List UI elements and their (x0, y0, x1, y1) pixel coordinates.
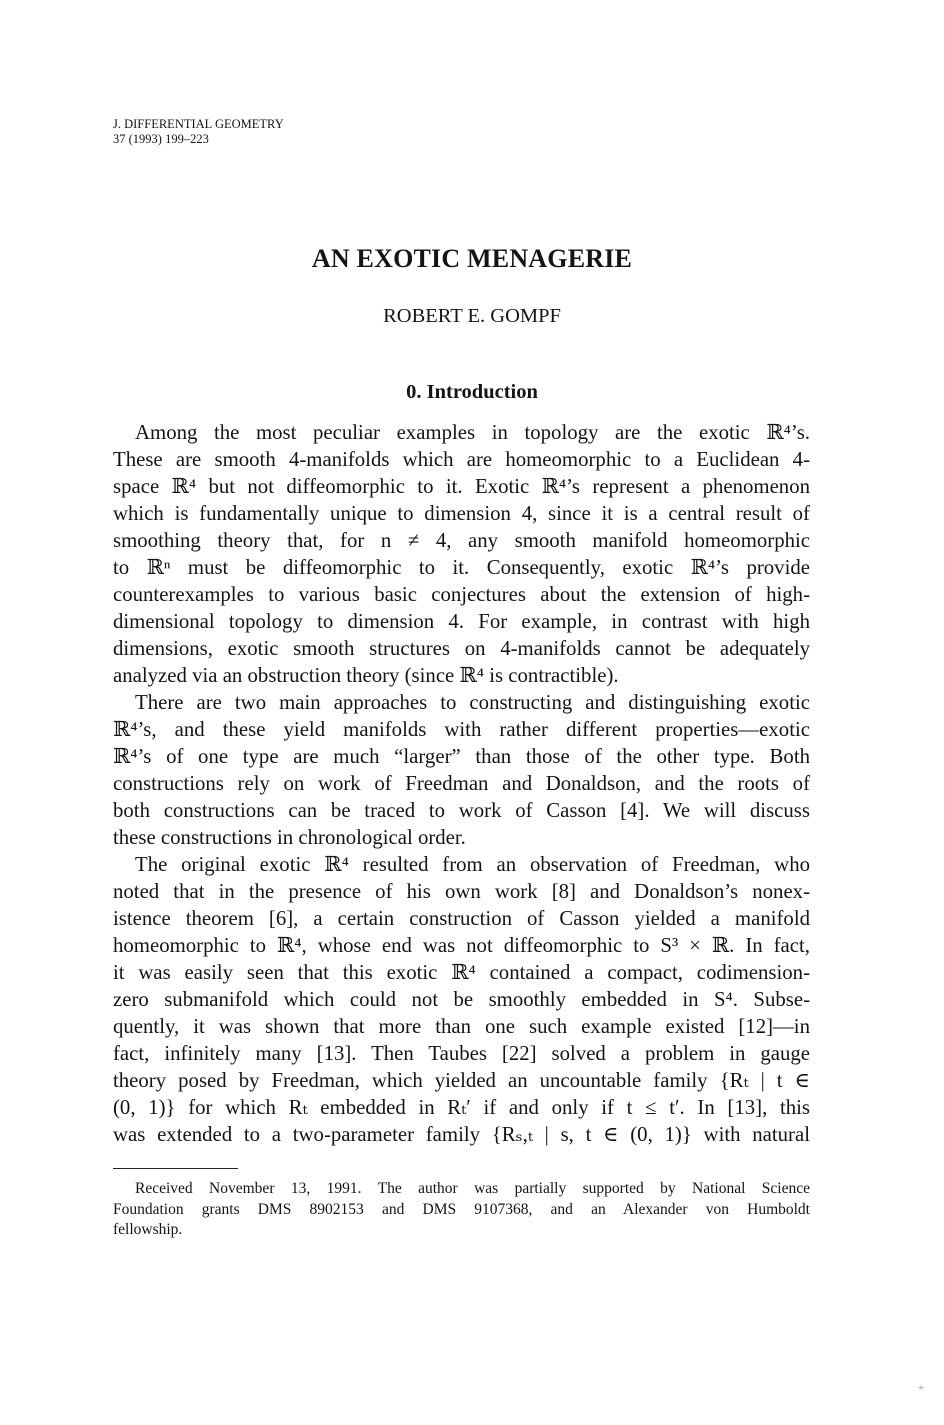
footnote (113, 1179, 810, 1241)
text-line: analyzed via an obstruction theory (since ℝ⁴ is contractible). (113, 664, 619, 687)
text-line: homeomorphic to ℝ⁴, whose end was not diffeomorphic to S³ × ℝ. In fact, (113, 934, 810, 957)
journal-citation: 37 (1993) 199–223 (113, 132, 209, 146)
footnote-line: fellowship. (113, 1221, 183, 1238)
text-line: theory posed by Freedman, which yielded an uncountable family {Rₜ | t ∈ (113, 1069, 810, 1092)
text-line: ℝ⁴’s, and these yield manifolds with rather different properties—exotic (113, 718, 810, 741)
section-heading: 0. Introduction (406, 381, 538, 403)
body-text (113, 419, 810, 1148)
footnote-line: Received November 13, 1991. The author was partially supported by National Science (135, 1180, 810, 1197)
text-line: space ℝ⁴ but not diffeomorphic to it. Exotic ℝ⁴’s represent a phenomenon (113, 475, 810, 498)
journal-header (113, 117, 284, 147)
text-line: (0, 1)} for which Rₜ embedded in Rₜ′ if and only if t ≤ t′. In [13], this (113, 1096, 810, 1119)
footnote-line: Foundation grants DMS 8902153 and DMS 9107368, and an Alexander von Humboldt (113, 1200, 810, 1218)
text-line: Among the most peculiar examples in topology are the exotic ℝ⁴’s. (135, 421, 810, 444)
footnote-rule (113, 1168, 238, 1169)
text-line: There are two main approaches to constructing and distinguishing exotic (135, 691, 810, 714)
text-line: quently, it was shown that more than one such example existed [12]—in (113, 1015, 810, 1038)
text-line: istence theorem [6], a certain construction of Casson yielded a manifold (113, 907, 810, 930)
text-line: zero submanifold which could not be smoothly embedded in S⁴. Subse- (113, 988, 810, 1011)
text-line: counterexamples to various basic conjectures about the extension of high- (113, 583, 810, 606)
text-line: to ℝⁿ must be diffeomorphic to it. Consequently, exotic ℝ⁴’s provide (113, 556, 810, 579)
text-line: it was easily seen that this exotic ℝ⁴ contained a compact, codimension- (113, 961, 810, 984)
corner-mark: + (918, 1382, 925, 1394)
text-line: both constructions can be traced to work of Casson [4]. We will discuss (113, 799, 810, 822)
text-line: noted that in the presence of his own work [8] and Donaldson’s nonex- (113, 880, 810, 903)
text-line: smoothing theory that, for n ≠ 4, any smooth manifold homeomorphic (113, 529, 810, 552)
text-line: was extended to a two-parameter family {Rₛ,ₜ | s, t ∈ (0, 1)} with natural (113, 1123, 810, 1146)
paper-title: AN EXOTIC MENAGERIE (311, 244, 633, 273)
text-line: ℝ⁴’s of one type are much “larger” than those of the other type. Both (113, 745, 810, 768)
text-line: dimensional topology to dimension 4. For example, in contrast with high (113, 610, 810, 633)
paper-author: ROBERT E. GOMPF (383, 305, 561, 327)
text-line: fact, infinitely many [13]. Then Taubes [22] solved a problem in gauge (113, 1042, 810, 1065)
text-line: The original exotic ℝ⁴ resulted from an observation of Freedman, who (135, 853, 810, 876)
text-line: which is fundamentally unique to dimension 4, since it is a central result of (113, 502, 810, 525)
text-line: dimensions, exotic smooth structures on 4-manifolds cannot be adequately (113, 637, 810, 660)
journal-name: J. DIFFERENTIAL GEOMETRY (113, 117, 284, 131)
text-line: These are smooth 4-manifolds which are homeomorphic to a Euclidean 4- (113, 448, 810, 471)
text-line: constructions rely on work of Freedman and Donaldson, and the roots of (113, 772, 810, 795)
text-line: these constructions in chronological order. (113, 826, 466, 849)
